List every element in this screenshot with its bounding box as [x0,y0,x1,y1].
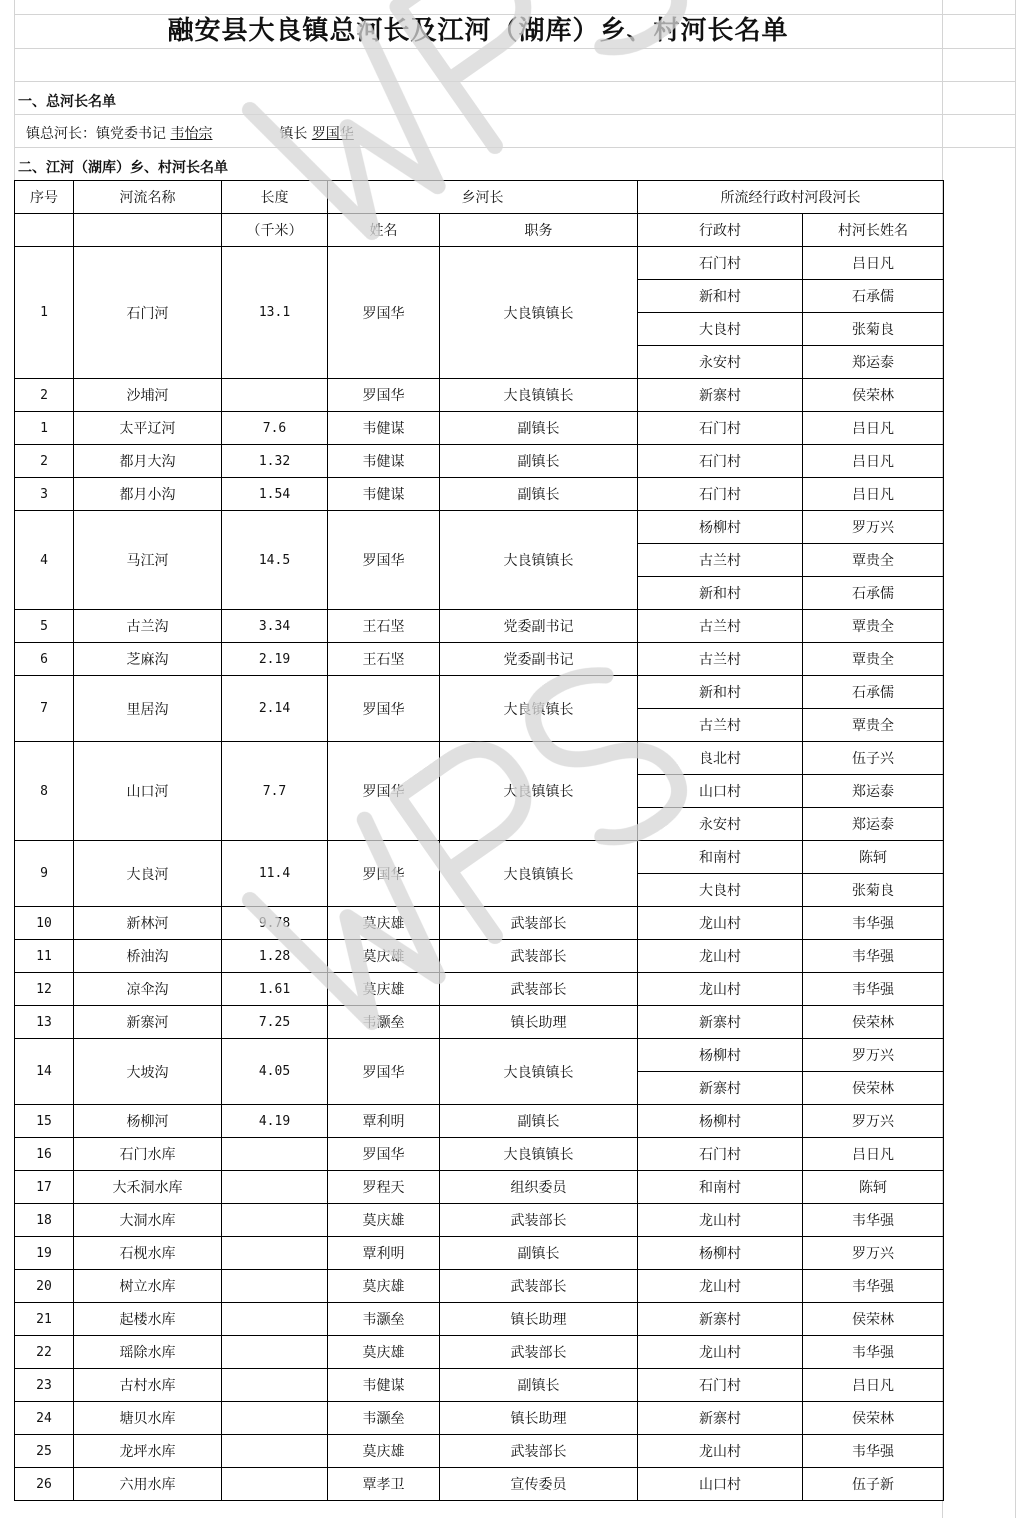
length-cell [222,1402,328,1435]
section2-heading: 二、江河（湖库）乡、村河长名单 [18,160,228,176]
town-chief-duty-cell: 大良镇镇长 [440,1138,638,1171]
table-row [15,907,944,940]
mayor-name: 罗国华 [311,126,354,142]
seq-cell: 16 [15,1138,74,1171]
village-cell: 新寨村 [638,1072,803,1105]
village-chief-cell: 罗万兴 [803,1039,944,1072]
town-chief-duty-cell: 副镇长 [440,1369,638,1402]
table-row [15,742,944,775]
header-village: 行政村 [638,214,803,247]
river-name-cell: 古村水库 [74,1369,222,1402]
village-cell: 龙山村 [638,1336,803,1369]
table-row [15,1138,944,1171]
header-length-unit: （千米） [222,214,328,247]
town-chief-duty-cell: 武装部长 [440,973,638,1006]
town-chief-name-cell: 覃利明 [328,1237,440,1270]
length-cell: 11.4 [222,841,328,907]
river-name-cell: 塘贝水库 [74,1402,222,1435]
village-cell: 大良村 [638,874,803,907]
village-cell: 新和村 [638,676,803,709]
village-chief-cell: 吕日凡 [803,412,944,445]
town-chief-name-cell: 罗国华 [328,1138,440,1171]
town-chief-duty-cell: 大良镇镇长 [440,511,638,610]
village-cell: 杨柳村 [638,511,803,544]
village-chief-cell: 郑运泰 [803,775,944,808]
header-length: 长度 [222,181,328,214]
river-name-cell: 石门水库 [74,1138,222,1171]
village-cell: 石门村 [638,247,803,280]
village-cell: 和南村 [638,841,803,874]
village-cell: 和南村 [638,1171,803,1204]
village-cell: 龙山村 [638,1435,803,1468]
town-chief-duty-cell: 武装部长 [440,907,638,940]
town-chief-name-cell: 罗国华 [328,742,440,841]
village-chief-cell: 吕日凡 [803,1138,944,1171]
village-chief-cell: 吕日凡 [803,445,944,478]
seq-cell: 15 [15,1105,74,1138]
seq-cell: 1 [15,412,74,445]
town-chief-name-cell: 韦灏垒 [328,1303,440,1336]
seq-cell: 21 [15,1303,74,1336]
seq-cell: 14 [15,1039,74,1105]
header-seq: 序号 [15,181,74,214]
length-cell [222,379,328,412]
river-name-cell: 都月小沟 [74,478,222,511]
river-name-cell: 大洞水库 [74,1204,222,1237]
town-chief-duty-cell: 组织委员 [440,1171,638,1204]
chief-line [26,123,384,143]
length-cell: 1.32 [222,445,328,478]
town-chief-name-cell: 罗国华 [328,511,440,610]
length-cell [222,1270,328,1303]
river-name-cell: 杨柳河 [74,1105,222,1138]
river-name-cell: 里居沟 [74,676,222,742]
length-cell: 14.5 [222,511,328,610]
river-name-cell: 大良河 [74,841,222,907]
grid-line [14,147,1016,148]
town-chief-duty-cell: 副镇长 [440,478,638,511]
village-chief-cell: 韦华强 [803,940,944,973]
grid-line [14,114,1016,115]
town-chief-duty-cell: 副镇长 [440,445,638,478]
seq-cell: 26 [15,1468,74,1501]
length-cell [222,1336,328,1369]
table-row [15,1204,944,1237]
seq-cell: 18 [15,1204,74,1237]
village-chief-cell: 覃贵全 [803,544,944,577]
village-chief-cell: 韦华强 [803,907,944,940]
seq-cell: 24 [15,1402,74,1435]
length-cell: 7.6 [222,412,328,445]
table-row [15,478,944,511]
header-village-section: 所流经行政村河段河长 [638,181,944,214]
river-name-cell: 太平辽河 [74,412,222,445]
village-chief-cell: 郑运泰 [803,808,944,841]
river-name-cell: 石枧水库 [74,1237,222,1270]
village-cell: 龙山村 [638,1270,803,1303]
table-row [15,1468,944,1501]
seq-cell: 4 [15,511,74,610]
river-name-cell: 六用水库 [74,1468,222,1501]
seq-cell: 13 [15,1006,74,1039]
seq-cell: 8 [15,742,74,841]
village-chief-cell: 陈轲 [803,841,944,874]
length-cell: 2.14 [222,676,328,742]
table-row [15,643,944,676]
village-cell: 石门村 [638,1369,803,1402]
town-chief-name-cell: 罗国华 [328,379,440,412]
length-cell [222,1237,328,1270]
town-chief-duty-cell: 武装部长 [440,1270,638,1303]
seq-cell: 17 [15,1171,74,1204]
length-cell [222,1138,328,1171]
town-chief-name-cell: 莫庆雄 [328,907,440,940]
town-chief-name-cell: 王石坚 [328,643,440,676]
village-chief-cell: 韦华强 [803,1270,944,1303]
village-chief-cell: 覃贵全 [803,610,944,643]
length-cell: 13.1 [222,247,328,379]
river-name-cell: 大坡沟 [74,1039,222,1105]
town-chief-duty-cell: 副镇长 [440,1237,638,1270]
header-row [15,214,944,247]
village-cell: 古兰村 [638,544,803,577]
village-chief-cell: 侯荣林 [803,379,944,412]
seq-cell: 6 [15,643,74,676]
seq-cell: 19 [15,1237,74,1270]
town-chief-name-cell: 莫庆雄 [328,940,440,973]
village-chief-cell: 罗万兴 [803,1237,944,1270]
seq-cell: 12 [15,973,74,1006]
town-chief-name-cell: 莫庆雄 [328,973,440,1006]
length-cell [222,1468,328,1501]
village-cell: 古兰村 [638,643,803,676]
town-chief-duty-cell: 武装部长 [440,1336,638,1369]
town-chief-duty-cell: 党委副书记 [440,610,638,643]
table-row [15,1336,944,1369]
table-row [15,1369,944,1402]
grid-line [14,81,1016,82]
table-row [15,247,944,280]
seq-cell: 3 [15,478,74,511]
village-cell: 良北村 [638,742,803,775]
seq-cell: 11 [15,940,74,973]
village-chief-cell: 石承儒 [803,577,944,610]
village-cell: 杨柳村 [638,1237,803,1270]
header-empty [74,214,222,247]
village-chief-cell: 吕日凡 [803,247,944,280]
village-chief-cell: 石承儒 [803,280,944,313]
seq-cell: 2 [15,445,74,478]
village-chief-cell: 陈轲 [803,1171,944,1204]
town-chief-name-cell: 罗程天 [328,1171,440,1204]
length-cell: 1.54 [222,478,328,511]
town-chief-duty-cell: 镇长助理 [440,1402,638,1435]
village-cell: 新寨村 [638,1402,803,1435]
town-chief-name-cell: 韦灏垒 [328,1402,440,1435]
village-cell: 石门村 [638,1138,803,1171]
chief-label: 镇总河长：镇党委书记 [26,126,166,142]
chief-name: 韦怡宗 [170,126,213,142]
length-cell: 4.19 [222,1105,328,1138]
length-cell [222,1435,328,1468]
village-cell: 龙山村 [638,940,803,973]
town-chief-duty-cell: 武装部长 [440,1435,638,1468]
village-chief-cell: 侯荣林 [803,1006,944,1039]
seq-cell: 2 [15,379,74,412]
page-title: 融安县大良镇总河长及江河（湖库）乡、村河长名单 [167,16,789,46]
town-chief-name-cell: 莫庆雄 [328,1336,440,1369]
village-cell: 龙山村 [638,973,803,1006]
town-chief-name-cell: 覃利明 [328,1105,440,1138]
town-chief-name-cell: 韦健谋 [328,445,440,478]
village-chief-cell: 张菊良 [803,874,944,907]
village-chief-cell: 韦华强 [803,1204,944,1237]
town-chief-name-cell: 莫庆雄 [328,1435,440,1468]
village-cell: 石门村 [638,412,803,445]
village-chief-cell: 伍子兴 [803,742,944,775]
length-cell: 7.25 [222,1006,328,1039]
seq-cell: 10 [15,907,74,940]
village-cell: 杨柳村 [638,1039,803,1072]
village-cell: 石门村 [638,478,803,511]
town-chief-name-cell: 罗国华 [328,1039,440,1105]
grid-line [14,48,1016,49]
length-cell: 1.28 [222,940,328,973]
town-chief-name-cell: 罗国华 [328,247,440,379]
town-chief-name-cell: 韦健谋 [328,1369,440,1402]
section1-heading: 一、总河长名单 [18,94,116,110]
village-cell: 山口村 [638,775,803,808]
village-chief-cell: 伍子新 [803,1468,944,1501]
town-chief-duty-cell: 副镇长 [440,412,638,445]
town-chief-duty-cell: 武装部长 [440,1204,638,1237]
table-row [15,1105,944,1138]
seq-cell: 1 [15,247,74,379]
header-duty: 职务 [440,214,638,247]
village-chief-cell: 张菊良 [803,313,944,346]
village-cell: 新寨村 [638,1006,803,1039]
header-name: 姓名 [328,214,440,247]
town-chief-name-cell: 韦健谋 [328,478,440,511]
town-chief-duty-cell: 武装部长 [440,940,638,973]
table-row [15,1270,944,1303]
length-cell: 1.61 [222,973,328,1006]
town-chief-duty-cell: 宣传委员 [440,1468,638,1501]
table-row [15,445,944,478]
village-chief-cell: 吕日凡 [803,478,944,511]
village-cell: 古兰村 [638,610,803,643]
village-cell: 永安村 [638,808,803,841]
length-cell: 7.7 [222,742,328,841]
town-chief-name-cell: 莫庆雄 [328,1270,440,1303]
river-chief-table [14,180,944,1501]
town-chief-name-cell: 罗国华 [328,841,440,907]
town-chief-duty-cell: 大良镇镇长 [440,742,638,841]
river-name-cell: 龙坪水库 [74,1435,222,1468]
village-cell: 新寨村 [638,1303,803,1336]
length-cell [222,1369,328,1402]
river-name-cell: 大禾洞水库 [74,1171,222,1204]
river-name-cell: 桥油沟 [74,940,222,973]
village-chief-cell: 覃贵全 [803,643,944,676]
table-row [15,1402,944,1435]
mayor-label: 镇长 [279,126,308,142]
village-chief-cell: 罗万兴 [803,511,944,544]
village-chief-cell: 韦华强 [803,1435,944,1468]
village-chief-cell: 侯荣林 [803,1402,944,1435]
river-name-cell: 石门河 [74,247,222,379]
town-chief-duty-cell: 大良镇镇长 [440,1039,638,1105]
seq-cell: 5 [15,610,74,643]
grid-line [1015,0,1016,1518]
village-cell: 新和村 [638,577,803,610]
village-cell: 龙山村 [638,1204,803,1237]
header-village-chief: 村河长姓名 [803,214,944,247]
table-row [15,1303,944,1336]
village-chief-cell: 侯荣林 [803,1072,944,1105]
length-cell [222,1171,328,1204]
village-chief-cell: 韦华强 [803,973,944,1006]
village-cell: 石门村 [638,445,803,478]
village-cell: 大良村 [638,313,803,346]
village-chief-cell: 吕日凡 [803,1369,944,1402]
town-chief-duty-cell: 镇长助理 [440,1303,638,1336]
table-row [15,973,944,1006]
village-cell: 古兰村 [638,709,803,742]
header-town-chief: 乡河长 [328,181,638,214]
village-cell: 新和村 [638,280,803,313]
seq-cell: 20 [15,1270,74,1303]
village-cell: 新寨村 [638,379,803,412]
table-row [15,841,944,874]
table-body [15,247,944,1501]
river-name-cell: 树立水库 [74,1270,222,1303]
village-chief-cell: 石承儒 [803,676,944,709]
table-row [15,412,944,445]
header-row [15,181,944,214]
village-cell: 龙山村 [638,907,803,940]
seq-cell: 9 [15,841,74,907]
river-name-cell: 马江河 [74,511,222,610]
town-chief-duty-cell: 党委副书记 [440,643,638,676]
header-empty [15,214,74,247]
river-name-cell: 古兰沟 [74,610,222,643]
village-chief-cell: 覃贵全 [803,709,944,742]
table-row [15,511,944,544]
river-name-cell: 新林河 [74,907,222,940]
river-name-cell: 芝麻沟 [74,643,222,676]
river-name-cell: 凉伞沟 [74,973,222,1006]
seq-cell: 22 [15,1336,74,1369]
village-chief-cell: 韦华强 [803,1336,944,1369]
village-chief-cell: 侯荣林 [803,1303,944,1336]
table-row [15,1039,944,1072]
length-cell [222,1303,328,1336]
town-chief-name-cell: 莫庆雄 [328,1204,440,1237]
village-cell: 山口村 [638,1468,803,1501]
table-row [15,610,944,643]
village-cell: 永安村 [638,346,803,379]
seq-cell: 25 [15,1435,74,1468]
table-row [15,379,944,412]
town-chief-duty-cell: 大良镇镇长 [440,841,638,907]
length-cell: 9.78 [222,907,328,940]
village-cell: 杨柳村 [638,1105,803,1138]
header-river: 河流名称 [74,181,222,214]
river-name-cell: 山口河 [74,742,222,841]
town-chief-duty-cell: 镇长助理 [440,1006,638,1039]
town-chief-name-cell: 王石坚 [328,610,440,643]
town-chief-duty-cell: 副镇长 [440,1105,638,1138]
river-name-cell: 起楼水库 [74,1303,222,1336]
river-name-cell: 都月大沟 [74,445,222,478]
seq-cell: 7 [15,676,74,742]
table-row [15,940,944,973]
table-row [15,1171,944,1204]
town-chief-duty-cell: 大良镇镇长 [440,247,638,379]
town-chief-name-cell: 罗国华 [328,676,440,742]
length-cell: 4.05 [222,1039,328,1105]
village-chief-cell: 郑运泰 [803,346,944,379]
town-chief-name-cell: 韦灏垒 [328,1006,440,1039]
town-chief-name-cell: 韦健谋 [328,412,440,445]
table-row [15,1237,944,1270]
seq-cell: 23 [15,1369,74,1402]
river-name-cell: 沙埔河 [74,379,222,412]
length-cell: 3.34 [222,610,328,643]
river-name-cell: 新寨河 [74,1006,222,1039]
length-cell [222,1204,328,1237]
town-chief-duty-cell: 大良镇镇长 [440,379,638,412]
table-row [15,1435,944,1468]
river-name-cell: 瑶除水库 [74,1336,222,1369]
town-chief-name-cell: 覃孝卫 [328,1468,440,1501]
table-row [15,1006,944,1039]
table-row [15,676,944,709]
village-chief-cell: 罗万兴 [803,1105,944,1138]
town-chief-duty-cell: 大良镇镇长 [440,676,638,742]
length-cell: 2.19 [222,643,328,676]
